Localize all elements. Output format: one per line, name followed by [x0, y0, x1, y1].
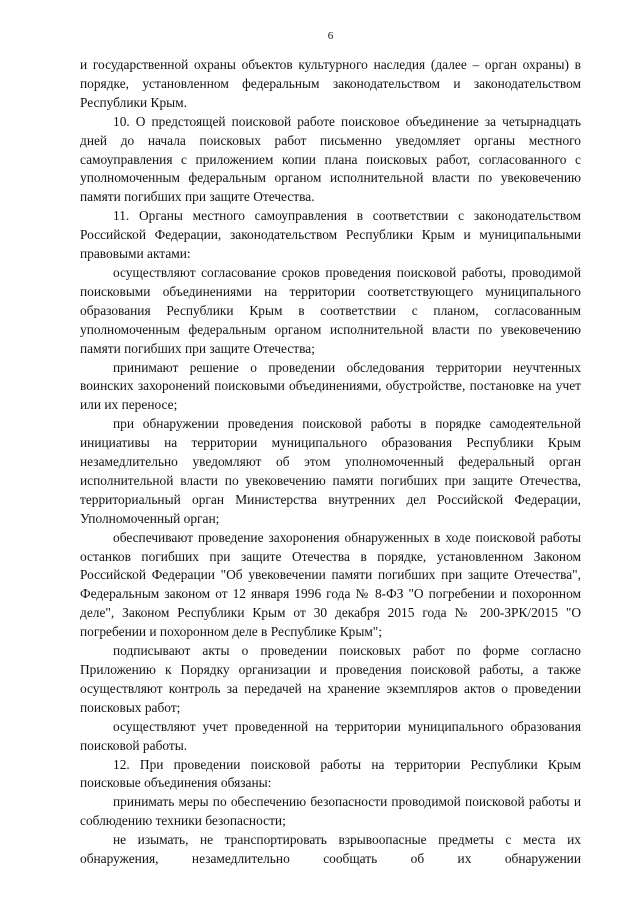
document-body	[80, 56, 581, 869]
paragraph-9: осуществляют учет проведенной на территории муниципального образования поисковой работы.	[80, 718, 581, 753]
paragraph-1: и государственной охраны объектов культурного наследия (далее – орган охраны) в порядке, установленном федеральным законодательством и законодательством Республики Крым.	[80, 57, 581, 110]
paragraph-11: принимать меры по обеспечению безопасности проводимой поисковой работы и соблюдению техники безопасности;	[80, 794, 581, 829]
paragraph-5: принимают решение о проведении обследования территории неучтенных воинских захоронений поисковыми объединениями, обустройстве, постановке на учет или их переносе;	[80, 359, 581, 413]
paragraph-8: подписывают акты о проведении поисковых работ по форме согласно Приложению к Порядку организации и проведения поисковой работы, а также осуществляют контроль за передачей на хранение экземпляров актов о проведении поисковых работ;	[80, 643, 581, 715]
paragraph-4: осуществляют согласование сроков проведения поисковой работы, проводимой поисковыми объединениями на территории соответствующего муниципального образования Республики Крым в соответствии с планом, согласованным уполномоченным федеральным органом исполнительной власти по увековечению памяти погибших при защите Отечества;	[80, 264, 581, 356]
paragraph-7: обеспечивают проведение захоронения обнаруженных в ходе поисковой работы останков погибших при защите Отечества в порядке, установленном Законом Российской Федерации "Об увековечении памяти погибших при защите Отечества", Федеральным законом от 12 января 1996 года № 8-ФЗ "О погребении и похоронном деле", Законом Республики Крым от 30 декабря 2015 года № 200-ЗРК/2015 "О погребении и похоронном деле в Республике Крым";	[80, 529, 581, 640]
paragraph-12: не изымать, не транспортировать взрывоопасные предметы с места их обнаружения, незамедлительно сообщать об их обнаружении	[80, 832, 581, 867]
paragraph-6: при обнаружении проведения поисковой работы в порядке самодеятельной инициативы на территории муниципального образования Республики Крым незамедлительно уведомляют об этом уполномоченный федеральный орган исполнительной власти по увековечению памяти погибших при защите Отечества, территориальный орган Министерства внутренних дел Российской Федерации, Уполномоченный орган;	[80, 416, 581, 526]
paragraph-3: 11. Органы местного самоуправления в соответствии с законодательством Российской Федерации, законодательством Республики Крым и муниципальными правовыми актами:	[80, 208, 581, 262]
document-page	[80, 0, 581, 905]
page-number: 6	[327, 30, 334, 42]
paragraph-10: 12. При проведении поисковой работы на территории Республики Крым поисковые объединения обязаны:	[80, 756, 581, 791]
paragraph-2: 10. О предстоящей поисковой работе поисковое объединение за четырнадцать дней до начала поисковых работ письменно уведомляет органы местного самоуправления с приложением копии плана поисковых работ, согласованного с уполномоченным федеральным органом исполнительной власти по увековечению памяти погибших при защите Отечества.	[80, 113, 581, 205]
